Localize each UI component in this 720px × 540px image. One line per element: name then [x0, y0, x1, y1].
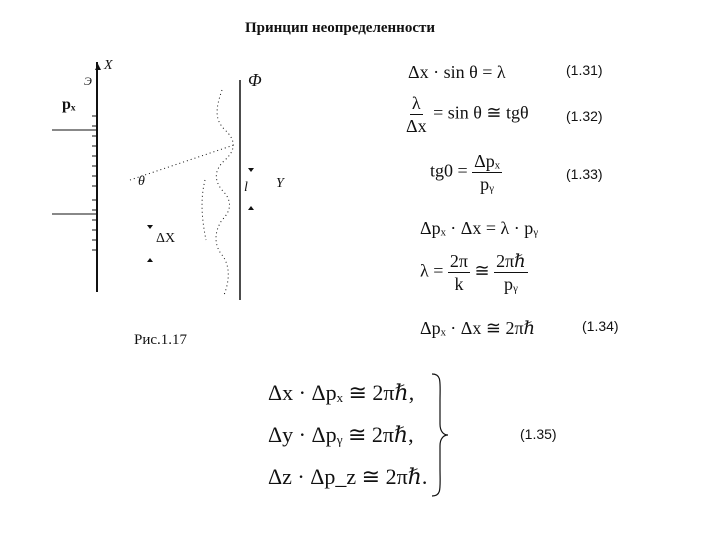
equation-number-1-31: (1.31) [566, 62, 603, 78]
figure-caption: Рис.1.17 [134, 332, 188, 348]
equation-momentum: Δpₓ · Δx = λ · pᵧ [420, 218, 539, 238]
fraction-1 [448, 250, 470, 295]
side-curve [202, 180, 206, 240]
denominator: Δx [406, 116, 427, 136]
phi-label: Φ [248, 70, 262, 90]
e-label: Э [84, 74, 92, 88]
fraction [404, 92, 429, 137]
equation-lambda [420, 250, 528, 295]
denominator: pᵧ [504, 274, 518, 294]
fraction-2 [494, 250, 528, 295]
delta-x-label: ΔX [156, 231, 176, 246]
equation-number-1-35: (1.35) [520, 426, 557, 442]
diffraction-figure [0, 0, 300, 360]
equation-left: tg0 = [430, 160, 468, 181]
y-axis-label: Y [276, 176, 284, 191]
equation-1-35-line-1: Δx · Δpₓ ≅ 2πℏ, [268, 380, 415, 405]
px-label: pₓ [62, 96, 76, 113]
numerator: Δpₓ [474, 151, 500, 171]
equation-1-31: Δx · sin θ = λ [408, 62, 506, 82]
equation-1-35-line-3: Δz · Δp_z ≅ 2πℏ. [268, 464, 428, 489]
x-axis-label: X [104, 58, 113, 73]
equation-number-1-33: (1.33) [566, 166, 603, 182]
equation-1-33 [430, 150, 502, 195]
l-label: l [244, 180, 248, 195]
theta-label: θ [138, 174, 145, 189]
system-brace [428, 372, 452, 498]
intensity-curve [216, 90, 233, 295]
dx-arrow-bottom [147, 258, 153, 262]
l-arrow-top [248, 168, 254, 172]
equation-number-1-32: (1.32) [566, 108, 603, 124]
equation-1-32 [404, 92, 529, 137]
denominator: k [454, 274, 464, 294]
equation-number-1-34: (1.34) [582, 318, 619, 334]
approx-sign: ≅ [474, 260, 490, 281]
diffraction-ray [130, 145, 234, 180]
x-axis-arrow [95, 64, 101, 70]
numerator: 2π [449, 251, 468, 271]
l-arrow-bottom [248, 206, 254, 210]
equation-1-34: Δpₓ · Δx ≅ 2πℏ [420, 318, 536, 338]
dx-arrow-top [147, 225, 153, 229]
numerator: λ [411, 93, 421, 113]
page-title: Принцип неопределенности [245, 20, 435, 36]
denominator: pᵧ [480, 174, 494, 194]
equation-left: λ = [420, 260, 444, 281]
fraction [472, 150, 502, 195]
numerator: 2πℏ [496, 251, 526, 271]
wall-hatching [92, 116, 96, 250]
equation-1-35-line-2: Δy · Δpᵧ ≅ 2πℏ, [268, 422, 414, 447]
equation-rest: = sin θ ≅ tgθ [433, 102, 529, 123]
